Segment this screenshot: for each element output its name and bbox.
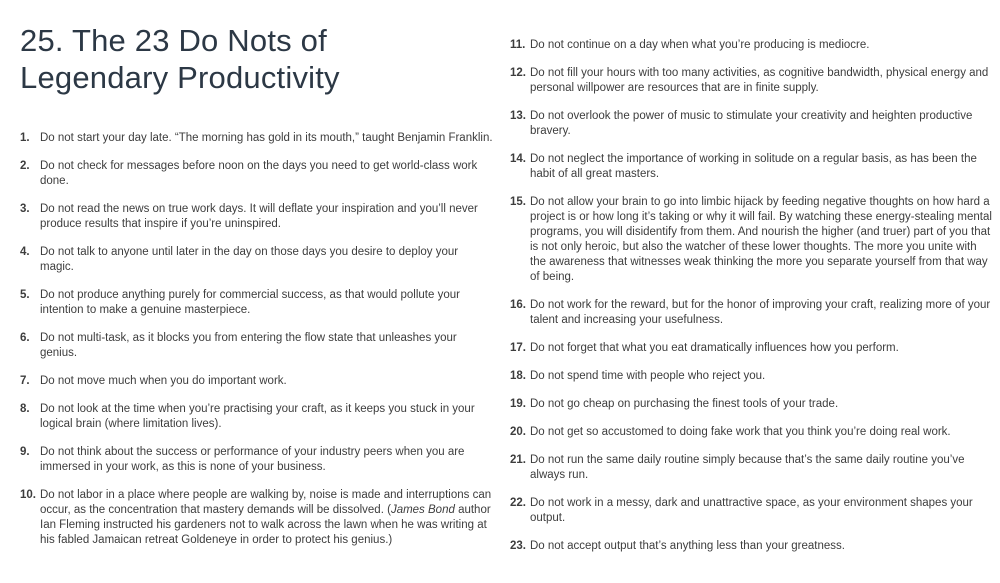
list-column-left <box>20 131 494 548</box>
item-text: Do not accept output that’s anything less than your greatness. <box>530 540 845 552</box>
item-text: Do not work for the reward, but for the honor of improving your craft, realizing more of your talent and increasing your usefulness. <box>530 299 991 326</box>
list-item <box>20 374 494 389</box>
item-number: 4. <box>20 246 30 258</box>
left-column <box>20 22 494 567</box>
item-text: Do not neglect the importance of working in solitude on a regular basis, as has been the habit of all great masters. <box>530 153 977 180</box>
page-title-line-1: 25. The 23 Do Nots of <box>20 23 327 58</box>
item-text: Do not allow your brain to go into limbic hijack by feeding negative thoughts on how hard a project is or how long it’s taking or why it will fail. By watching these energy-stealing mental programs, you will disidentify from them. And nourish the higher (and truer) part of you that is not only heroic, but also the watcher of these lower thoughts. The more you unite with the awareness that witnesses weak thinking the more you separate yourself from that way of being. <box>530 196 992 283</box>
list-item <box>510 496 992 526</box>
item-text: Do not continue on a day when what you’re producing is mediocre. <box>530 39 870 51</box>
item-number: 5. <box>20 289 30 301</box>
list-item <box>20 445 494 475</box>
list-item <box>20 331 494 361</box>
list-item <box>510 298 992 328</box>
item-text: Do not get so accustomed to doing fake work that you think you’re doing real work. <box>530 426 951 438</box>
page-title-line-2: Legendary Productivity <box>20 60 340 95</box>
item-number: 20. <box>510 426 526 438</box>
item-number: 9. <box>20 446 30 458</box>
list-item <box>510 425 992 440</box>
item-number: 18. <box>510 370 526 382</box>
item-text: Do not move much when you do important work. <box>40 375 287 387</box>
item-text: Do not look at the time when you’re practising your craft, as it keeps you stuck in your logical brain (where limitation lives). <box>40 403 475 430</box>
item-text: Do not start your day late. “The morning has gold in its mouth,” taught Benjamin Franklin. <box>40 132 493 144</box>
item-number: 23. <box>510 540 526 552</box>
item-text: Do not check for messages before noon on the days you need to get world-class work done. <box>40 160 478 187</box>
list-item <box>510 369 992 384</box>
item-text: Do not labor in a place where people are walking by, noise is made and interruptions can occur, as the concentration that mastery demands will be dissolved. (James Bond author Ian Fleming instructed his gardeners not to walk across the lawn when he was writing at his fabled Jamaican retreat Goldeneye in order to protect his genius.) <box>40 489 492 546</box>
item-text: Do not fill your hours with too many activities, as cognitive bandwidth, physical energy and personal willpower are resources that are in finite supply. <box>530 67 989 94</box>
list-item <box>20 131 494 146</box>
page-title <box>20 22 494 96</box>
item-number: 2. <box>20 160 30 172</box>
item-text: Do not produce anything purely for commercial success, as that would pollute your intention to make a genuine masterpiece. <box>40 289 460 316</box>
list-item <box>510 539 992 554</box>
item-number: 7. <box>20 375 30 387</box>
item-text: Do not overlook the power of music to stimulate your creativity and heighten productive bravery. <box>530 110 973 137</box>
list-item <box>510 397 992 412</box>
item-text: Do not run the same daily routine simply because that’s the same daily routine you’ve always run. <box>530 454 965 481</box>
list-item <box>510 453 992 483</box>
item-number: 13. <box>510 110 526 122</box>
item-text: Do not spend time with people who reject you. <box>530 370 766 382</box>
list-item <box>20 488 494 548</box>
item-number: 6. <box>20 332 30 344</box>
list-item <box>510 195 992 285</box>
item-text: Do not multi-task, as it blocks you from entering the flow state that unleashes your genius. <box>40 332 457 359</box>
item-number: 11. <box>510 39 526 51</box>
item-number: 19. <box>510 398 526 410</box>
list-item <box>20 202 494 232</box>
list-item <box>510 38 992 53</box>
right-column <box>510 22 992 567</box>
item-text: Do not go cheap on purchasing the finest tools of your trade. <box>530 398 839 410</box>
list-item <box>20 288 494 318</box>
list-item <box>510 109 992 139</box>
item-number: 15. <box>510 196 526 208</box>
list-item <box>510 66 992 96</box>
item-number: 10. <box>20 489 36 501</box>
item-text: Do not forget that what you eat dramatically influences how you perform. <box>530 342 899 354</box>
item-number: 22. <box>510 497 526 509</box>
item-text: Do not think about the success or performance of your industry peers when you are immersed in your work, as this is none of your business. <box>40 446 465 473</box>
list-item <box>510 341 992 356</box>
list-column-right <box>510 38 992 554</box>
item-number: 14. <box>510 153 526 165</box>
item-number: 17. <box>510 342 526 354</box>
item-number: 12. <box>510 67 526 79</box>
item-number: 21. <box>510 454 526 466</box>
item-text: Do not work in a messy, dark and unattractive space, as your environment shapes your output. <box>530 497 973 524</box>
item-text: Do not talk to anyone until later in the day on those days you desire to deploy your magic. <box>40 246 459 273</box>
item-number: 16. <box>510 299 526 311</box>
list-item <box>20 245 494 275</box>
item-number: 3. <box>20 203 30 215</box>
list-item <box>510 152 992 182</box>
list-item <box>20 402 494 432</box>
list-item <box>20 159 494 189</box>
item-number: 1. <box>20 132 30 144</box>
item-number: 8. <box>20 403 30 415</box>
item-text: Do not read the news on true work days. It will deflate your inspiration and you’ll never produce results that inspire if you’re uninspired. <box>40 203 478 230</box>
